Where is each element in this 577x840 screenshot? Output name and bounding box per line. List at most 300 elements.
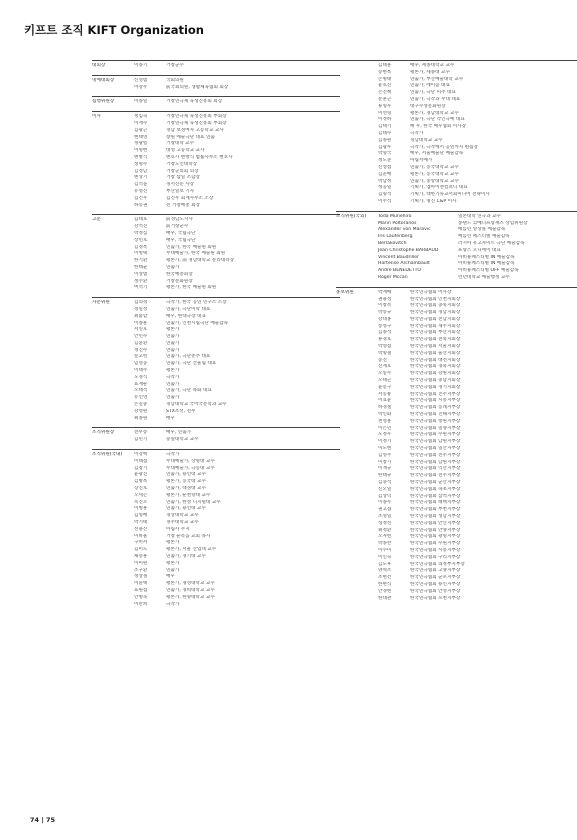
member-name: 정임숙 [134, 114, 148, 120]
member-name: 변방식 [134, 154, 148, 160]
member-position: 경남대학교 교수 [410, 137, 443, 143]
member-name: 이명현 [134, 148, 148, 154]
member-row [92, 375, 340, 382]
member-name: 김태훈 [378, 63, 392, 68]
member-row [336, 324, 577, 331]
section-role: 홍보위원 [336, 289, 354, 295]
section-role [336, 494, 378, 501]
section-role [92, 307, 134, 314]
section-role [336, 227, 378, 234]
member-row [336, 290, 577, 297]
member-row [336, 405, 577, 412]
member-name: 박승규 [378, 310, 392, 316]
member-position: 아림서예가 [410, 158, 433, 164]
section-role [336, 255, 378, 262]
member-row [336, 97, 577, 104]
member-row [92, 574, 340, 581]
member-row [92, 224, 340, 231]
section-role [92, 85, 134, 92]
member-position: 극작가 [410, 130, 424, 136]
member-position: 연출가, 대경대 교수 [166, 486, 206, 492]
member-name: 문훈근 [378, 96, 392, 102]
section-role [336, 97, 378, 104]
member-name: 이창기 [378, 459, 392, 465]
member-name: 손진책 [378, 90, 392, 96]
member-name: 김정옥 [134, 244, 148, 250]
section-role [336, 514, 378, 521]
member-name: 송영구 [378, 323, 392, 329]
member-position: 거창노인대학장 [166, 161, 198, 167]
member-position: 아비뇽페스티벌 IN 예술감독 [458, 254, 515, 260]
section-role [92, 175, 134, 182]
member-name: 김상덕 [378, 493, 392, 499]
member-name: 한태규 [378, 473, 392, 479]
member-name: 류형우 [378, 103, 392, 109]
member-row [92, 486, 340, 493]
member-row [336, 138, 577, 145]
section-role [92, 486, 134, 493]
member-name: 표원섭 [134, 587, 148, 593]
member-name: 오일주 [378, 371, 392, 377]
member-name: Jean Christophe BARBAUD [378, 247, 439, 253]
section-role [336, 589, 378, 596]
member-position: STX조선, 전무 [166, 408, 196, 414]
section-role [92, 196, 134, 203]
member-name: 이주석 [378, 198, 392, 204]
member-name: 노정우 [378, 432, 392, 438]
member-row [336, 364, 577, 371]
member-position: 연출가, 한성 디지털대 교수 [166, 499, 221, 505]
member-position: 거창연극제 육성진흥회 회장 [166, 99, 223, 105]
section-role: 이사 [92, 114, 101, 120]
member-name: 정주환 [134, 278, 148, 284]
member-position: 베를린 앙상블 예술감독 [458, 227, 506, 233]
member-name: 박남정 [378, 178, 392, 184]
member-row [336, 466, 577, 473]
member-row [92, 361, 340, 368]
member-position: 한국연극협회 안산지부장 [410, 520, 461, 526]
member-row [92, 416, 340, 423]
member-name: 손병태 [378, 76, 392, 82]
member-name: 이재수 [134, 120, 148, 126]
member-row [336, 337, 577, 344]
member-position: 한국연극협회 수원지부장 [410, 432, 461, 438]
section-role [92, 245, 134, 252]
member-row [336, 104, 577, 111]
member-row [336, 351, 577, 358]
member-row [336, 268, 577, 275]
member-position: 한국연극협회 태백지부장 [410, 500, 461, 506]
member-row [336, 446, 577, 453]
section-role [336, 507, 378, 514]
section-role [92, 121, 134, 128]
member-row [336, 227, 577, 234]
member-position: 극작가 [166, 601, 180, 607]
section-role: 자문위원 [92, 300, 110, 306]
member-position: 배우, 연출가 [166, 430, 192, 436]
member-position: 연출가, 극단 산울림 대표 [166, 361, 217, 367]
member-name: Vincent Baudriller [378, 254, 419, 260]
member-name: 김광근 [134, 127, 148, 133]
member-position: 한국연극협회 군산지부장 [410, 480, 461, 486]
member-position: 한국연극협회 포천지부장 [410, 595, 461, 601]
section-role [336, 351, 378, 358]
section-role [336, 124, 378, 131]
member-name: 김형석 [378, 192, 392, 198]
section-role [336, 364, 378, 371]
member-name: 김태수 [378, 130, 392, 136]
section-role [336, 392, 378, 399]
section-role [92, 547, 134, 554]
member-name: Berlakovitch [378, 240, 407, 246]
member-row [336, 185, 577, 192]
member-name: 김도후 [378, 561, 392, 567]
member-position: 한국연극협회 의정부지부장 [410, 561, 465, 567]
org-section [92, 297, 340, 422]
member-position: 연출가 [166, 567, 180, 573]
member-position: 러시아 유고자미트 극단 예술감독 [458, 240, 525, 246]
member-row [336, 500, 577, 507]
member-name: 이종일 [134, 99, 148, 105]
member-row [92, 321, 340, 328]
member-position: 한국연극협회 안양지부장 [410, 527, 461, 533]
member-position: 연출가, 극단 목화 대표 [166, 388, 212, 394]
section-role [336, 385, 378, 392]
member-row [92, 506, 340, 513]
section-role [92, 265, 134, 272]
member-position: 평론가 [166, 327, 180, 333]
member-row [336, 317, 577, 324]
member-name: 하경철 [378, 405, 392, 411]
member-row [336, 555, 577, 562]
member-name: 유인영 [134, 395, 148, 401]
member-name: 오세곤 [134, 492, 148, 498]
member-row [336, 575, 577, 582]
member-position: 무대예술가, 한국 예술원 회원 [166, 251, 226, 257]
section-role [92, 231, 134, 238]
member-name: 김충석 [378, 480, 392, 486]
member-name: Alexander von Maravic [378, 227, 431, 233]
member-position: 평론가, 한국 예술원 회원 [166, 285, 217, 291]
section-role [336, 138, 378, 145]
org-section [92, 75, 340, 92]
member-row [92, 395, 340, 402]
section-role [336, 63, 378, 70]
section-role [92, 148, 134, 155]
member-name: 이인숙 [378, 554, 392, 560]
section-role [92, 493, 134, 500]
member-row [92, 141, 340, 148]
member-row [92, 135, 340, 142]
member-position: 한국연극협회 일산지부장 [410, 446, 461, 452]
member-name: 정일성 [134, 306, 148, 312]
member-position: 무대예술가, 상명대 교수 [166, 458, 215, 464]
member-row [92, 121, 340, 128]
member-position: 평론가, 서울 산업대 교수 [166, 547, 217, 553]
member-position: 거창연극제 육성진흥회 부회장 [166, 114, 227, 120]
member-name: 신영섭 [378, 164, 392, 170]
section-role: 집행위원장 [92, 99, 115, 105]
section-role [92, 128, 134, 135]
member-name: 최종원 [134, 415, 148, 421]
member-row [336, 124, 577, 131]
member-name: 이미원 [134, 560, 148, 566]
member-position: 한국연극협회 고양지부장 [410, 568, 461, 574]
member-row [336, 111, 577, 118]
org-section [92, 60, 340, 70]
member-name: 윤호진 [378, 83, 392, 89]
section-role [336, 185, 378, 192]
member-row [336, 589, 577, 596]
member-name: 이병택 [134, 251, 148, 257]
member-name: 이종두 [378, 500, 392, 506]
member-row [92, 175, 340, 182]
member-name: 한현식 [378, 581, 392, 587]
member-row [336, 221, 577, 228]
member-row [92, 182, 340, 189]
member-position: 평론가, 동국대학교 교수 [410, 171, 459, 177]
member-name: 강대홍 [378, 316, 392, 322]
left-column [92, 60, 340, 613]
member-row [336, 378, 577, 385]
member-name: 이태주 [134, 368, 148, 374]
member-row [336, 165, 577, 172]
section-role [92, 520, 134, 527]
member-row [92, 169, 340, 176]
member-name: 김영주 [378, 452, 392, 458]
member-position: 한국연극협회 경북지회장 [410, 364, 461, 370]
member-position: 前국회의원, 생활체육협회 회장 [166, 84, 229, 90]
member-name: 김형배 [134, 513, 148, 519]
section-role [92, 437, 134, 444]
member-row [92, 327, 340, 334]
member-name: 김석돌 [134, 182, 148, 188]
member-position: 거창문화원장 [166, 278, 193, 284]
member-row [92, 341, 340, 348]
member-row [92, 472, 340, 479]
member-name: 이종훈 [134, 320, 148, 326]
member-name: 이종기 [134, 63, 148, 68]
member-row [336, 275, 577, 282]
member-name: Andre BENEDETTO [378, 268, 422, 274]
member-row [92, 272, 340, 279]
member-row [336, 568, 577, 575]
member-name: 김정남 [134, 168, 148, 174]
member-name: 류경호 [378, 337, 392, 343]
member-position: 연출가 [166, 264, 180, 270]
member-name: 이수미 [378, 547, 392, 553]
member-position: 변호사 변방식 법률사무소 변호사 [166, 154, 233, 160]
section-role [336, 405, 378, 412]
member-row [92, 307, 340, 314]
section-role [92, 203, 134, 210]
member-position: 평론가 [166, 540, 180, 546]
member-position: 평론가, 경남대학교 교수 [410, 110, 459, 116]
member-position: 한국연극협회 군포지부장 [410, 575, 461, 581]
page-title: 키프트 조직 KIFT Organization [24, 23, 204, 37]
member-row [92, 238, 340, 245]
member-name: 정웅일 [378, 185, 392, 191]
member-position: 한국연극협회 울산지회장 [410, 350, 461, 356]
section-role [336, 324, 378, 331]
member-position: 한국연극협회 시흥지부장 [410, 547, 461, 553]
member-row [336, 255, 577, 262]
member-name: 문고헌 [134, 354, 148, 360]
section-role [336, 480, 378, 487]
member-position: 경남 보성여자 고등학교 교사 [166, 127, 224, 133]
member-name: 윤봉구 [378, 384, 392, 390]
org-section [92, 111, 340, 209]
member-row [92, 382, 340, 389]
member-position: 거창연극제 육성진흥회 부회장 [166, 120, 227, 126]
member-position: 극작가 [166, 374, 180, 380]
member-name: 선용신 [134, 526, 148, 532]
member-position: 프랑스 오디에이 대표 [458, 247, 501, 253]
member-row [92, 196, 340, 203]
member-name: 이효윤 [378, 398, 392, 404]
section-role [92, 402, 134, 409]
member-name: 이창복 [378, 303, 392, 309]
member-position: 한국연극협회 대전지회장 [410, 357, 461, 363]
member-row [92, 231, 340, 238]
member-name: 이정하 [378, 117, 392, 123]
member-name: Iris Laufenberg [378, 234, 413, 240]
member-row [92, 602, 340, 609]
section-role [336, 297, 378, 304]
member-position: 前경남도지사 [166, 217, 193, 223]
member-name: 이선형 [378, 110, 392, 116]
member-position: 한국연극협회 전주지부장 [410, 452, 461, 458]
member-position: 한국연극협회 성남지부장 [410, 514, 461, 519]
section-role [92, 540, 134, 547]
member-name: 박기태 [134, 520, 148, 526]
section-role [336, 192, 378, 199]
member-row [336, 514, 577, 521]
section-role [336, 582, 378, 589]
member-name: 이바울 [134, 533, 148, 539]
section-role [92, 588, 134, 595]
member-name: 김방옥 [134, 479, 148, 485]
member-row [336, 392, 577, 399]
member-row [92, 493, 340, 500]
member-position: 극작가 [166, 452, 180, 458]
member-row [336, 548, 577, 555]
member-name: 김광우 [378, 144, 392, 150]
member-row [336, 330, 577, 337]
member-row [336, 358, 577, 365]
section-role [336, 111, 378, 118]
section-role [92, 409, 134, 416]
member-name: 오자헌 [378, 534, 392, 540]
member-row [336, 426, 577, 433]
section-role [92, 135, 134, 142]
member-position: 배우, 세종대학교 교수 [410, 63, 455, 68]
member-position: 한국연극협회 부산지회장 [410, 330, 461, 336]
section-role [92, 561, 134, 568]
member-position: 배우 [166, 415, 175, 421]
member-position: 연출가, 극작과 무대 대표 [410, 96, 461, 102]
member-position: 한국연극협회 전북지회장 [410, 337, 461, 343]
member-position: 배우 [166, 574, 175, 580]
member-row [336, 507, 577, 514]
section-role [336, 412, 378, 419]
member-position: 한국연극협회 경남지회장 [410, 310, 461, 316]
section-role [92, 354, 134, 361]
member-position: 평론가, 순천향대 교수 [166, 492, 211, 498]
section-role [336, 248, 378, 255]
member-position: 부산일보 기자 [166, 188, 195, 194]
member-position: 연출가 [166, 340, 180, 346]
member-position: 경주대학교 교수 [166, 520, 199, 526]
section-role [92, 141, 134, 148]
section-role [336, 330, 378, 337]
member-position: 한국연극협회 경기지회장 [410, 384, 461, 390]
section-role [336, 426, 378, 433]
section-role [92, 466, 134, 473]
member-position: 경상대학교 교수 [166, 513, 199, 519]
member-name: 김민기 [134, 437, 148, 443]
section-role [92, 321, 134, 328]
section-role [92, 238, 134, 245]
member-row [92, 354, 340, 361]
member-position: 연출가, 중앙대학교 교수 [410, 178, 459, 184]
section-role [92, 162, 134, 169]
member-name: 강영원 [134, 408, 148, 414]
section-role [336, 575, 378, 582]
section-role [336, 432, 378, 439]
member-row [92, 527, 340, 534]
member-row [92, 520, 340, 527]
section-role [336, 83, 378, 90]
member-row [336, 562, 577, 569]
member-name: 신성범 [134, 77, 148, 83]
member-position: 거창 순복음 교회 목사 [166, 533, 211, 539]
member-row [92, 459, 340, 466]
member-name: 안민수 [134, 334, 148, 340]
member-position: 연출가, 극단 각인극예 대표 [410, 117, 465, 123]
section-role [336, 521, 378, 528]
member-position: 연출가 [166, 395, 180, 401]
member-name: 임영웅 [134, 361, 148, 367]
member-position: 창원 예술극단 대표 연출 [166, 134, 215, 140]
member-row [92, 258, 340, 265]
section-role [92, 272, 134, 279]
member-name: 복진오 [134, 499, 148, 505]
org-section [336, 60, 577, 206]
member-position: 연출가, 경희대학교 교수 [166, 587, 215, 593]
member-position: 극작가, 한국 공연 연구소 소장 [166, 300, 227, 306]
member-row [92, 265, 340, 272]
section-role [92, 534, 134, 541]
right-column [336, 60, 577, 607]
member-name: 장민호 [134, 237, 148, 243]
page-number: 74 | 75 [30, 816, 55, 824]
member-row [92, 114, 340, 121]
member-name: 이만희 [134, 601, 148, 607]
section-role [92, 155, 134, 162]
member-name: 김종원 [378, 137, 392, 143]
member-name: 송현옥 [378, 69, 392, 75]
member-position: 평론가, 세종대 교수 [410, 69, 450, 75]
member-row [336, 596, 577, 603]
member-name: 송진 [378, 357, 387, 363]
member-row [92, 155, 340, 162]
member-row [92, 430, 340, 437]
member-row [336, 179, 577, 186]
member-name: 박정심 [134, 230, 148, 236]
section-role [336, 500, 378, 507]
member-name: 안경현 [378, 588, 392, 594]
